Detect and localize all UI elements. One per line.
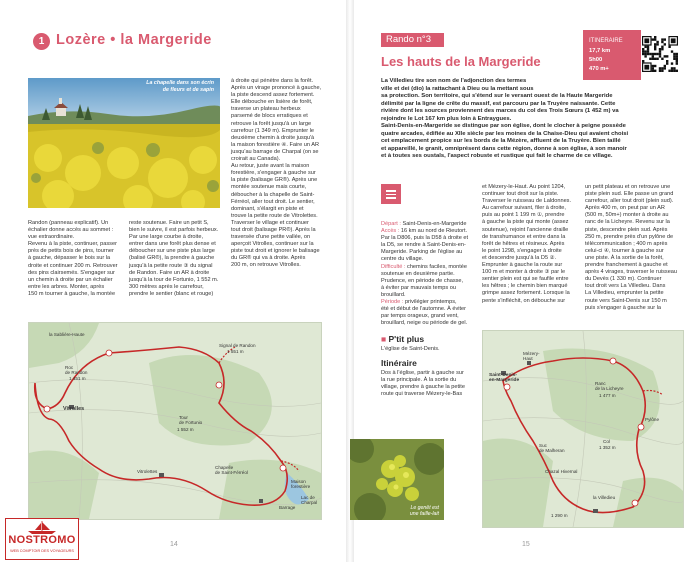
text-line: délimité par la ligne de crête du massif, est parcouru par la Truyère naissante. Cette [381,100,616,107]
text-line: grimpe assez fortement. Lorsque la [482,290,570,297]
right-route-map [482,330,684,528]
text-line: déboucher à la chapelle de Saint- [231,191,315,198]
ptit-plus-title: ■ P'tit plus [381,334,425,344]
right-column-3 [585,184,681,312]
text-line: route qui traverse Mézery-le-Bas [381,391,463,398]
qr-code-icon[interactable] [642,34,678,74]
map-label-chazal: Chazal Hivernal [545,469,578,474]
text-line: La Villedieu, emprunter la petite [585,290,664,297]
text-line: droite et continuer 200 m. Retrouver [28,262,118,269]
info-line [381,235,479,242]
info-line [381,228,479,235]
text-line: cet emplacement propice sur les bords de la Mézère, affluent de la Truyère. Bien taillé [381,138,621,144]
info-line-text: brouillard. [381,291,406,298]
text-line: tout droit vers La Villedieu. Dans [585,283,666,290]
info-line-text: Margeride. Parking de l'église au [381,249,463,256]
text-line: quatre arcades, édifiée au XIIe siècle par les moines de la Chaise-Dieu qui avaient choisi [381,130,629,137]
text-line: Traverser le ruisseau de Laldonnes. [482,198,572,205]
text-line: puis au point 1 199 m ①, prendre [482,212,565,219]
text-line: forêt de hêtres et résineux. Après [482,240,565,247]
text-line: La Villedieu tire son nom de l'adjonction des termes [381,78,527,84]
map-label-tour-alt: 1 552 m [177,427,194,432]
info-line-text: été et début de l'automne. À éviter [381,306,467,313]
text-line: forestière, s'engager à gauche sur [231,170,316,177]
text-line: ville et dei (dio) la rattachant à Dieu ou la mettant sous [381,85,534,92]
text-line: soutenue), rejoint l'ancienne draille [482,226,569,233]
text-line: (balisé GR®), la prendre à gauche [129,255,215,262]
text-line: les hêtres ; le chemin bien marqué [482,283,568,290]
intro-text [381,78,679,161]
page-number-right: 15 [522,541,530,548]
text-line: 250 m, prendre près d'un pylône de [585,233,674,240]
info-line [381,278,479,285]
text-line: entre les arbres. Monter, après [28,283,105,290]
map-label-villedieu: la Villedieu [593,495,616,500]
map-label-sabliere: la Sablière-Haute [49,332,85,337]
landscape-image [28,78,220,208]
bullet-icon: ■ [381,334,389,344]
text-line: échalier donne accès au sommet : [28,227,114,234]
text-line: sentier plein est qui se faufile entre [482,276,569,283]
text-line: pente s'infléchit, on débouche sur [482,297,566,304]
text-line: 200 m, on retrouve Vitrolles. [231,262,301,269]
map-label-roc-alt: 1 451 m [69,376,86,381]
text-line: Au carrefour suivant, filer à droite, [482,205,566,212]
text-line: croirait au Canada). [231,156,281,163]
info-line [381,242,479,249]
text-line: (500 m, 50m+) monter à droite au [585,212,669,219]
text-line: Elle débouche en lisière de forêt, [231,99,313,106]
info-line-text: soutenue en deuxième partie. [381,270,455,277]
text-line: entrer dans une forêt plus dense et [129,241,216,248]
text-line: de Randon. Faire un AR à droite [129,269,210,276]
text-line: village, prendre à gauche la petite [381,384,465,391]
text-line: la piste (balisage GR®). Après une [231,177,318,184]
map-label-tour: Tour de Fortunio [179,415,203,426]
text-line: du Devès (1 330 m). Continuer [585,276,662,283]
text-line: Emprunter à gauche la route sur [482,262,563,269]
text-line: 100 m et monter à droite ③ par le [482,269,566,276]
text-line: continuer tout droit sur la piste. [482,191,559,198]
map-label-mezery: Mézery- Haut [523,351,540,362]
text-line: à gauche, dépasser le bois sur la [28,255,111,262]
info-line-text: à éviter par mauvais temps ou [381,284,456,291]
text-line: Férréol, aller tout droit. Le sentier, [231,198,315,205]
info-line-text: centre du village. [381,256,424,263]
info-line-text: Prudence, en période de chasse, [381,277,464,284]
info-line-label: Accès : [381,228,400,235]
text-line: du GR® qui va à droite. Après [231,255,306,262]
text-line: et descendre jusqu'à la D5 ②. [482,254,557,261]
left-route-map [28,322,322,520]
info-line-text: privilégier printemps, [403,299,457,306]
info-line [381,249,479,256]
text-line: Dos à l'église, partir à gauche sur [381,370,464,376]
text-line: 150 m tourner à gauche, la montée [28,290,116,297]
map-label-maison: Maison forestière [291,479,311,490]
text-line: piste, descendre plein sud. Après [585,226,668,233]
itinerary-info-box [583,30,641,80]
text-line: sa protection. Son territoire, qui s'étend sur le versant ouest de la Haute Margeride [381,93,613,99]
text-line: carrefour, aller tout droit (plein sud). [585,198,674,205]
map-label-chapelle: Chapelle de Saint-Férréol [215,465,248,476]
text-line: télécommunication ; 400 m après [585,240,668,247]
text-line: près de petits bois de pins, tourner [28,248,114,255]
text-line: piste tout droit et ignorer le balisage [231,248,320,255]
genet-photo [350,439,444,520]
text-line: montée soutenue mais courte, [231,184,307,191]
text-line: déboucher sur une piste plus large [129,248,215,255]
info-line [381,285,479,292]
text-line: de transhumance et entre dans la [482,233,566,240]
info-line [381,256,479,263]
map-label-vitrolles: Vitrolles [63,406,85,412]
map-label-pylone: Pylône [645,417,660,422]
info-elevation: 470 m+ [589,66,609,72]
text-line: la maison forestière ④. Faire un AR [231,141,320,148]
left-map-drawing [29,323,321,519]
info-line-label: Difficulté : [381,263,406,270]
text-line: bien le suivre, il est parfois herbeux. [129,227,219,234]
info-line-text: par temps orageux, grand vent, [381,313,459,320]
map-label-col-point: 1 290 m [551,513,568,518]
chapter-title: Lozère • la Margeride [56,32,212,48]
right-column-2 [482,184,582,305]
text-line: puis s'engager à gauche sur la [585,304,662,311]
map-label-ranc-alt: 1 477 m [599,393,616,398]
rando-title: Les hauts de la Margeride [381,54,541,69]
map-label-barrage: Barrage [279,505,296,510]
text-line: et appareillé, le granit, omniprésent dans cette région, donne à son église, à son manoir [381,145,627,152]
text-line: et à toutes ses oustals, l'aspect robuste et rustique qui fait le charme de ce village. [381,153,613,159]
text-line: à gauche la piste qui monte (assez [482,219,569,226]
text-line: traverse un plateau herbeux [231,106,301,113]
text-line: Revenu à la piste, continuer, passer [28,241,117,248]
info-line [381,221,479,228]
text-line: à droite qui pénètre dans la forêt. [231,78,314,84]
nostromo-logo: NOSTROMO WEB COMPTOIR DES VOYAGEURS [5,518,79,560]
text-line: Par une large courbe à droite, [129,234,204,241]
text-line: trouve la petite route de Vitrolettes. [231,212,318,219]
left-column-1 [28,220,126,298]
info-line [381,264,479,271]
text-line: Saint-Denis-en-Margeride se distingue par son église, dont le clocher à peigne possède [381,123,626,129]
text-line: traversée d'une petite vallée, on [231,234,311,241]
itineraire-title: Itinéraire [381,358,417,368]
info-line-text: brouillard, neige ou période de gel. [381,320,468,327]
map-label-saint-denis: Saint-Denis- en-Margeride [489,373,520,384]
text-line: prendre franchement à gauche et [585,262,668,269]
info-line-text: Par la D806, puis la D58 à droite et [381,235,469,242]
info-line [381,306,479,313]
map-label-signal-alt: 1 551 m [227,349,244,354]
text-line: vue extraordinaire. [28,234,75,241]
text-line: un chemin à droite par un échalier [28,276,113,283]
text-line: jusqu'à la petite route ③ du signal [129,262,213,269]
text-line: après 4 virages, traverser le ruisseau [585,269,678,276]
text-line: route vers Saint-Denis sur 150 m [585,297,667,304]
text-line: Randon (panneau explicatif). Un [28,220,109,226]
text-line: jusqu'à la tour de Fortunio, 1 552 m. [129,276,219,283]
map-label-signal: Signal de Randon [219,343,256,348]
map-label-suc: Suc de Malheran [539,443,565,454]
info-line [381,271,479,278]
text-line: piste plein sud. Elle passe un grand [585,191,674,198]
text-line: dominant, s'élargit en piste et [231,205,304,212]
text-line: un petit plateau et on retrouve une [585,184,671,190]
text-line: aperçoit Vitrolles, continuer sur la [231,241,314,248]
text-line: Au retour, juste avant la maison [231,163,310,170]
text-line: une piste. À la sortie de la forêt, [585,254,664,261]
map-label-roc-randon: Roc de Randon [65,365,88,376]
text-line: le point 1298, s'engager à droite [482,247,562,254]
info-line-text: la D5, se rendre à Saint-Denis-en- [381,242,466,249]
info-line-text: chemins faciles, montée [405,263,468,270]
text-line: et Mézery-le-Haut. Au point 1204, [482,184,566,190]
info-distance: 17,7 km [589,48,611,54]
text-line: jusqu'au barrage de Charpal (on se [231,148,319,155]
text-line: retrouve la forêt jusqu'à un large [231,120,312,127]
text-line: des pins clairsemés. S'engager sur [28,269,115,276]
practical-info [381,221,479,327]
left-column-2 [129,220,229,298]
text-line: Traverser le village et continuer [231,219,309,226]
text-line: carrefour (1 349 m). Emprunter le [231,127,315,134]
text-line: la piste descend assez fortement. [231,92,315,99]
ship-icon [6,519,78,535]
photo-caption: La chapelle dans son écrin de fleurs et de sapin [146,80,214,93]
info-line-label: Période : [381,299,404,306]
info-line [381,292,479,299]
text-line: rejoindre le Lot 167 km plus loin à Entraygues. [381,115,512,122]
info-line [381,313,479,320]
ptit-plus-text: L'église de Saint-Denis. [381,346,440,352]
text-line: deuxième chemin à droite jusqu'à [231,134,315,141]
text-line: prendre le sentier (blanc et rouge) [129,290,214,297]
left-column-3 [231,78,329,270]
info-line-text: Saint-Denis-en-Margeride [400,221,467,227]
map-label-ranc: Ranc de la Licheyre [595,381,624,392]
text-line: parsemé de blocs erratiques et [231,113,308,120]
map-label-col: Col [603,439,610,444]
text-line: rivière dont les sources proviennent des marces du col des Trois Sœurs (1 452 m) va [381,108,619,114]
text-line: la rue principale. À la sortie du [381,377,457,384]
map-label-lac: Lac de Charpal [301,495,318,506]
page-number-left: 14 [170,541,178,548]
right-map-drawing [483,331,683,527]
text-line: 300 mètres après le carrefour, [129,283,204,290]
text-line: Après un virage prononcé à gauche, [231,85,322,92]
itineraire-text [381,370,479,398]
text-line: ranc de la Licheyre. Revenu sur la [585,219,670,226]
map-label-col-alt: 1 352 m [599,445,616,450]
rando-tag: Rando n°3 [381,33,444,47]
map-label-vitrolettes: Vitrolettes [137,469,158,474]
chapel-photo [28,78,220,208]
text-line: tout droit (balisage PR®). Après la [231,226,316,233]
text-line: celui-ci ④, tourner à gauche sur [585,247,664,254]
text-line: reste soutenue. Faire un petit S, [129,220,209,226]
info-line-text: 16 km au nord de Rieutort. [399,228,468,235]
info-line-label: Départ : [381,221,401,227]
info-label: ITINÉRAIRE [589,38,623,44]
info-duration: 5h00 [589,57,603,63]
info-line [381,320,479,327]
menu-list-icon [381,184,401,204]
text-line: Après 400 m, on peut par un AR [585,205,665,212]
chapter-number-badge: 1 [33,33,50,50]
photo-caption-genet: Le genêt est une faille-lait [409,504,439,517]
